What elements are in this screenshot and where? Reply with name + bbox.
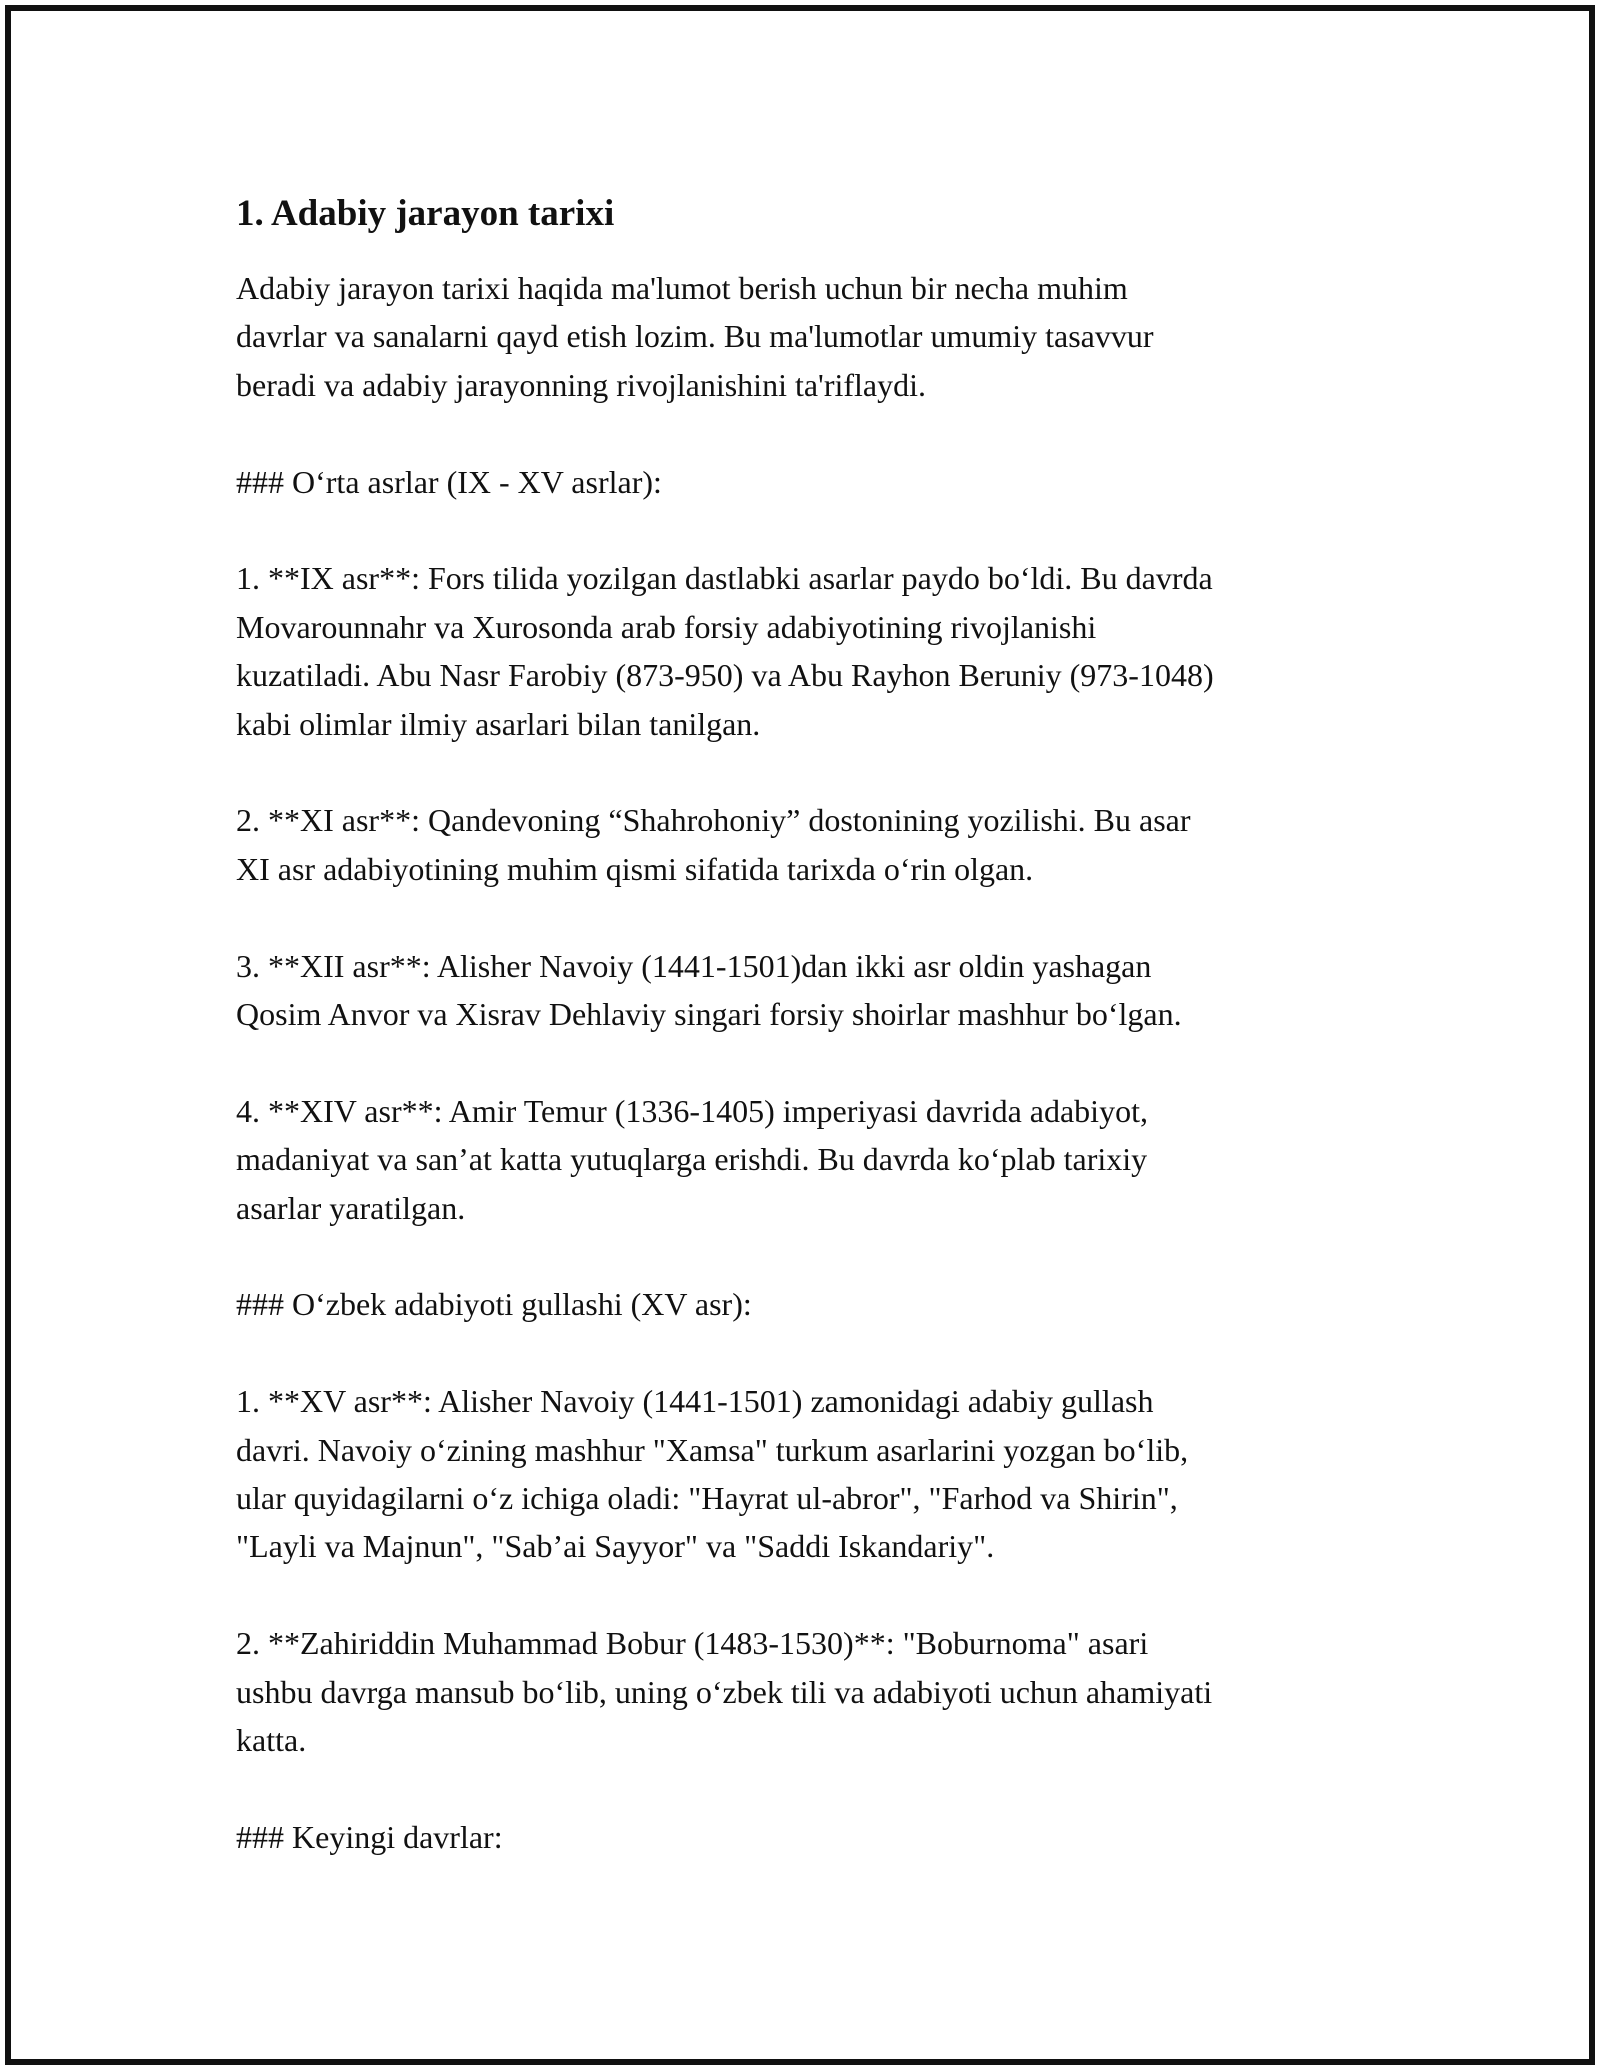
intro-paragraph: Adabiy jarayon tarixi haqida ma'lumot berish uchun bir necha muhim davrlar va sanalarni qayd etish lozim. Bu ma'lumotlar umumiy tasavvur beradi va adabiy jarayonning rivojlanishini ta'riflaydi. [236,270,1154,403]
list-item-xv-century: 1. **XV asr**: Alisher Navoiy (1441-1501) zamonidagi adabiy gullash davri. Navoiy o‘zining mashhur "Xamsa" turkum asarlarini yozgan bo‘lib, ular quyidagilarni o‘z ichiga oladi: "Hayrat ul-abror", "Farhod va Shirin", "Layli va Majnun", "Sab’ai Sayyor" va "Saddi Iskandariy". [236,1383,1189,1565]
list-item-xiv-century: 4. **XIV asr**: Amir Temur (1336-1405) imperiyasi davrida adabiyot, madaniyat va san’at katta yutuqlarga erishdi. Bu davrda ko‘plab tarixiy asarlar yaratilgan. [236,1092,1148,1226]
section-heading-middle-ages: ### O‘rta asrlar (IX - XV asrlar): [236,463,662,500]
list-item-ix-century: 1. **IX asr**: Fors tilida yozilgan dastlabki asarlar paydo bo‘ldi. Bu davrda Movarounnahr va Xurosonda arab forsiy adabiyotining rivojlanishi kuzatiladi. Abu Nasr Farobiy (873-950) va Abu Rayhon Beruniy (973-1048) kabi olimlar ilmiy asarlari bilan tanilgan. [236,560,1214,742]
list-item-xi-century: 2. **XI asr**: Qandevoning “Shahrohoniy” dostonining yozilishi. Bu asar XI asr adabiyotining muhim qismi sifatida tarixda o‘rin olgan. [236,802,1191,887]
list-item-bobur: 2. **Zahiriddin Muhammad Bobur (1483-1530)**: "Boburnoma" asari ushbu davrga mansub bo‘lib, uning o‘zbek tili va adabiyoti uchun ahamiyati katta. [236,1625,1213,1759]
section-heading-later-periods: ### Keyingi davrlar: [236,1818,503,1855]
document-page [236,188,1386,1910]
document-title: 1. Adabiy jarayon tarixi [236,193,615,234]
list-item-xii-century: 3. **XII asr**: Alisher Navoiy (1441-1501)dan ikki asr oldin yashagan Qosim Anvor va Xisrav Dehlaviy singari forsiy shoirlar mashhur bo‘lgan. [236,947,1182,1033]
section-heading-uzbek-literature: ### O‘zbek adabiyoti gullashi (XV asr): [236,1286,752,1323]
